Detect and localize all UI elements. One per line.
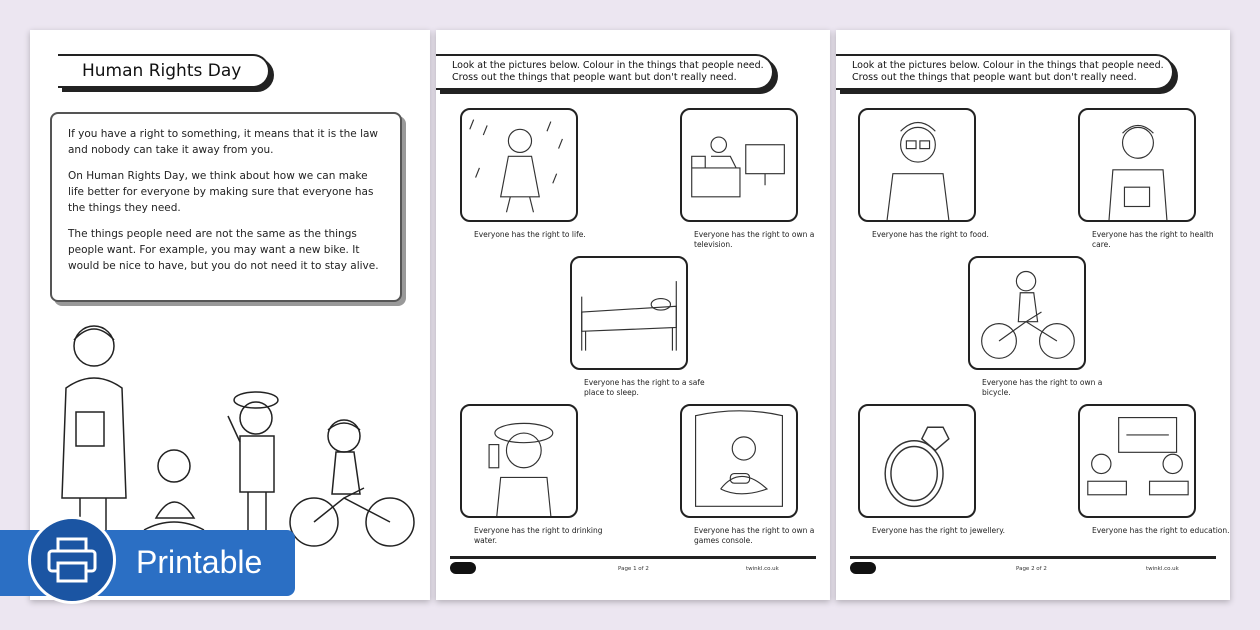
footer-rule [450, 556, 816, 559]
printable-badge[interactable] [0, 530, 295, 596]
picture-ring [858, 404, 976, 518]
printable-label: Printable [136, 544, 263, 580]
caption-right-to-education: Everyone has the right to education. [1092, 526, 1230, 535]
worksheet-page-1 [30, 30, 430, 600]
instructions-banner: Look at the pictures below. Colour in the things that people need. Cross out the things that people want but don't really need. [836, 54, 1174, 90]
intro-paragraph-1: If you have a right to something, it means that it is the law and nobody can take it away from you. [68, 128, 379, 156]
picture-bicycle [968, 256, 1086, 370]
footer-site: twinkl.co.uk [1146, 566, 1179, 572]
page-title: Human Rights Day [58, 54, 270, 88]
picture-classroom [1078, 404, 1196, 518]
children-illustration [44, 318, 424, 550]
worksheet-page-3 [836, 30, 1230, 600]
page-number: Page 2 of 2 [1016, 566, 1047, 572]
caption-right-to-health-care: Everyone has the right to health care. [1092, 230, 1214, 249]
picture-bed [570, 256, 688, 370]
caption-right-to-food: Everyone has the right to food. [872, 230, 989, 239]
worksheet-page-2 [436, 30, 830, 600]
instructions-banner: Look at the pictures below. Colour in the things that people need. Cross out the things that people want but don't really need. [436, 54, 774, 90]
caption-right-to-safe-sleep: Everyone has the right to a safe place to sleep. [584, 378, 705, 397]
caption-right-to-television: Everyone has the right to own a television. [694, 230, 815, 249]
caption-right-to-life: Everyone has the right to life. [474, 230, 586, 239]
picture-games-console [680, 404, 798, 518]
caption-right-to-console: Everyone has the right to own a games console. [694, 526, 815, 545]
caption-right-to-jewellery: Everyone has the right to jewellery. [872, 526, 1005, 535]
footer-rule [850, 556, 1216, 559]
picture-girl-eating [858, 108, 976, 222]
footer-site: twinkl.co.uk [746, 566, 779, 572]
intro-paragraph-2: On Human Rights Day, we think about how we can make life better for everyone by making sure that everyone has the things they need. [68, 170, 374, 214]
picture-nurse [1078, 108, 1196, 222]
printer-icon [28, 516, 116, 604]
twinkl-logo [850, 562, 876, 574]
picture-girl-in-rain [460, 108, 578, 222]
picture-boy-drinking-water [460, 404, 578, 518]
caption-right-to-water: Everyone has the right to drinking water. [474, 526, 603, 545]
page-number: Page 1 of 2 [618, 566, 649, 572]
caption-right-to-bicycle: Everyone has the right to own a bicycle. [982, 378, 1103, 397]
intro-text-box [50, 112, 402, 302]
intro-paragraph-3: The things people need are not the same as the things people want. For example, you may want a new bike. It would be nice to have, but you do not need it to stay alive. [68, 228, 379, 272]
twinkl-logo [450, 562, 476, 574]
picture-television [680, 108, 798, 222]
